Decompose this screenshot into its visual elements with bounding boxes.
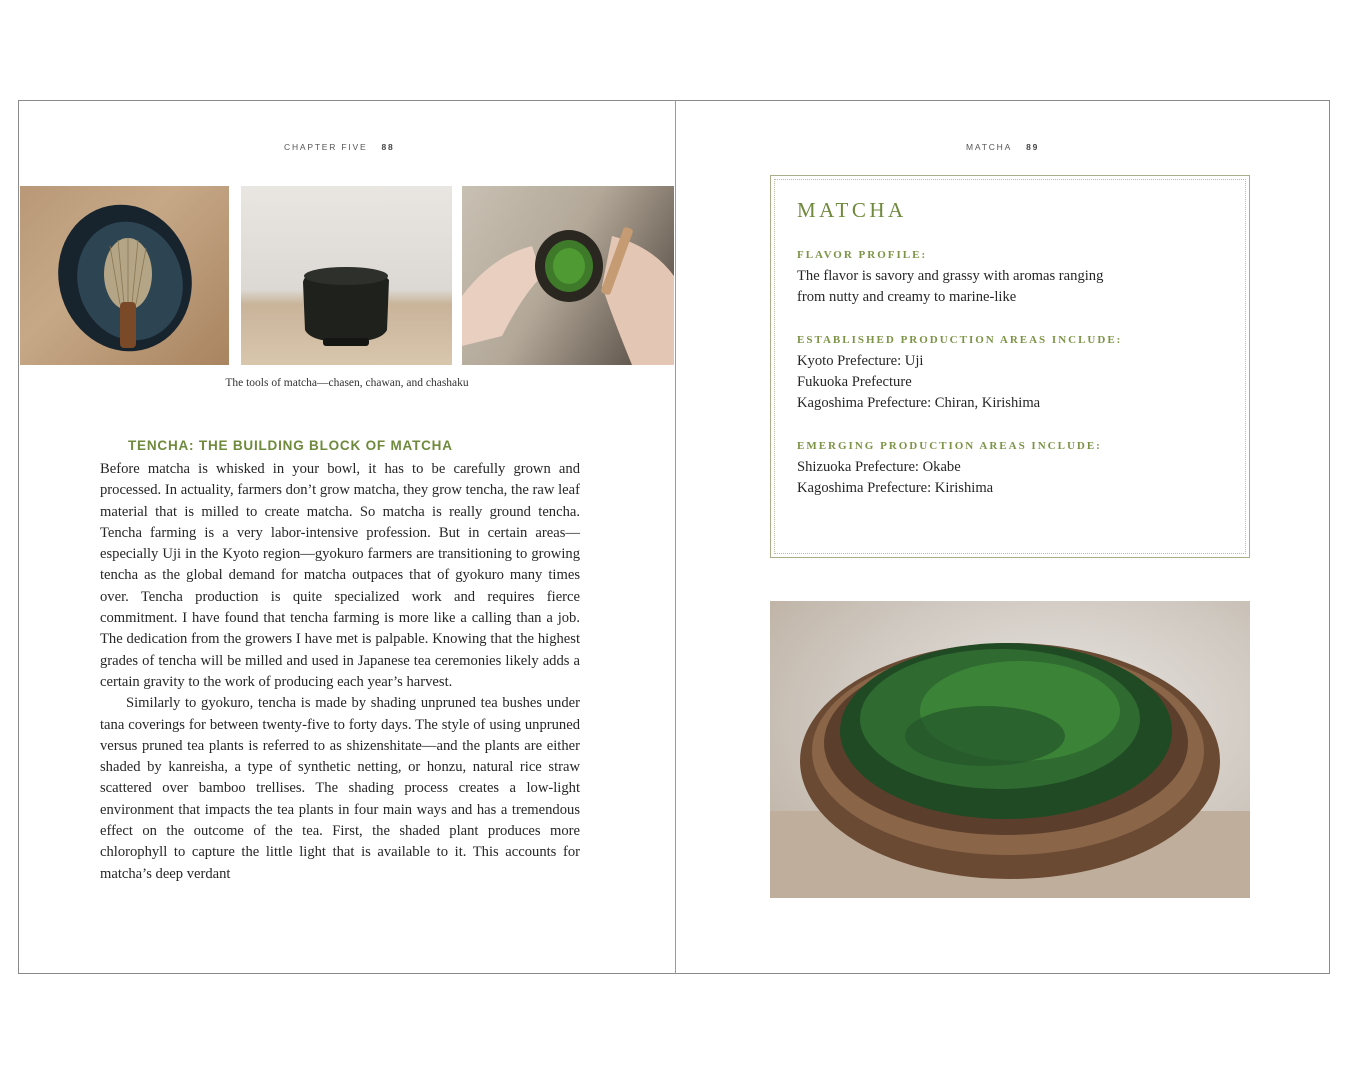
emerging-area-2: Kagoshima Prefecture: Kirishima	[797, 480, 994, 496]
emerging-area-1: Shizuoka Prefecture: Okabe	[797, 459, 961, 475]
section-heading: TENCHA: THE BUILDING BLOCK OF MATCHA	[128, 438, 453, 453]
flavor-profile-label: FLAVOR PROFILE:	[797, 249, 928, 261]
established-area-3: Kagoshima Prefecture: Chiran, Kirishima	[797, 395, 1041, 411]
body-paragraph-2: Similarly to gyokuro, tencha is made by shading unpruned tea bushes under tana coverings for between twenty-five to forty days. The style of using unpruned versus pruned tea plants is referred to as shizenshitate—and the plants are either shaded by kanreisha, a type of synthetic netting, or honzu, natural rice straw scattered over bamboo trellises. The shading process creates a low-light environment that impacts the tea plants in four main ways and has a tremendous effect on the outcome of the tea. First, the shaded plant produces more chlorophyll to capture the little light that is available to it. This accounts for matcha’s deep verdant	[100, 695, 580, 882]
box-title: MATCHA	[797, 198, 907, 222]
established-area-1: Kyoto Prefecture: Uji	[797, 353, 924, 369]
body-paragraph-1: Before matcha is whisked in your bowl, it has to be carefully grown and processed. In actuality, farmers don’t grow matcha, they grow tencha, the raw leaf material that is milled to create matcha. So matcha is really ground tencha. Tencha farming is a very labor-intensive profession. But in certain areas—especially Uji in the Kyoto region—gyokuro farmers are transitioning to growing tencha as the global demand for matcha outpaces that of gyokuro many times over. Tencha production is quite specialized work and requires fierce commitment. I have found that tencha farming is more like a calling than a job. The dedication from the growers I have met is palpable. Knowing that the highest grades of tencha will be milled and used in Japanese tea ceremonies likely adds a certain gravity to the work of producing each year’s harvest.	[100, 461, 580, 690]
page-number-right: 89	[1026, 142, 1040, 152]
running-head-left	[284, 142, 395, 152]
chapter-label-right: MATCHA	[966, 142, 1013, 152]
flavor-line-1: The flavor is savory and grassy with aromas ranging	[797, 268, 1104, 284]
photo-black-bowl	[241, 186, 452, 365]
page-number-left: 88	[381, 142, 395, 152]
established-areas-label: ESTABLISHED PRODUCTION AREAS INCLUDE:	[797, 334, 1123, 346]
running-head-right	[966, 142, 1039, 152]
emerging-areas-label: EMERGING PRODUCTION AREAS INCLUDE:	[797, 440, 1102, 452]
photo-tea-caddy	[462, 186, 674, 365]
photo-caption: The tools of matcha—chasen, chawan, and chashaku	[225, 377, 469, 389]
chapter-label: CHAPTER FIVE	[284, 142, 368, 152]
established-area-2: Fukuoka Prefecture	[797, 374, 912, 390]
page-gutter	[675, 100, 676, 974]
flavor-line-2: from nutty and creamy to marine-like	[797, 289, 1017, 305]
photo-whisk-bowl	[20, 186, 229, 365]
body-text	[100, 459, 580, 885]
photo-tencha-bowl	[770, 601, 1250, 898]
